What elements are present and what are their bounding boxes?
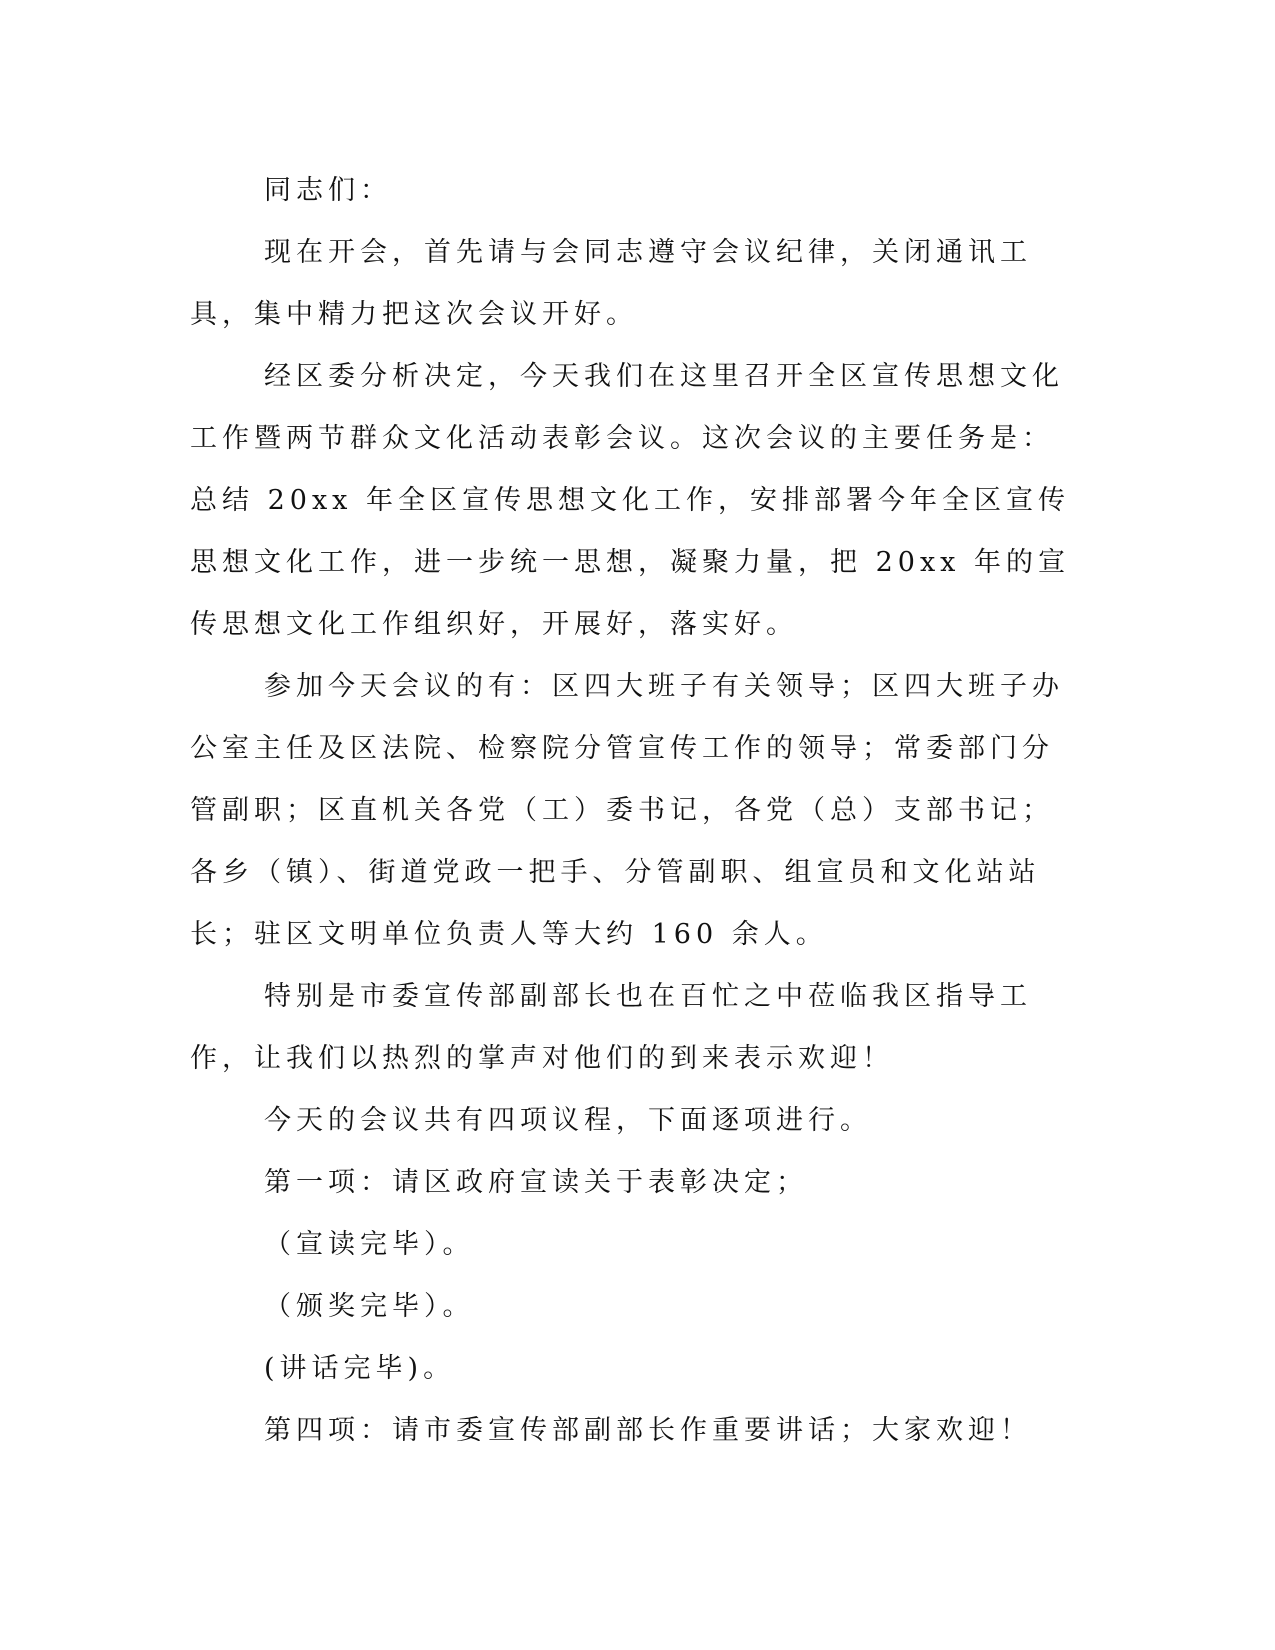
award-complete-note: （颁奖完毕）。 <box>264 1291 475 1322</box>
agenda-intro: 今天的会议共有四项议程，下面逐项进行。 <box>264 1105 872 1136</box>
opening-paragraph: 现在开会，首先请与会同志遵守会议纪律，关闭通讯工具，集中精力把这次会议开好。 <box>190 237 1032 330</box>
agenda-item-4: 第四项：请市委宣传部副部长作重要讲话；大家欢迎！ <box>264 1415 1032 1446</box>
document-body <box>190 160 1085 1462</box>
reading-complete-note: （宣读完毕）。 <box>264 1229 475 1260</box>
meeting-purpose-paragraph: 经区委分析决定，今天我们在这里召开全区宣传思想文化工作暨两节群众文化活动表彰会议。这次会议的主要任务是：总结 20xx 年全区宣传思想文化工作，安排部署今年全区宣传思想文化工作，进一步统一思想，凝聚力量，把 20xx 年的宣传思想文化工作组织好，开展好，落实好。 <box>190 361 1070 640</box>
speech-complete-note: (讲话完毕)。 <box>264 1353 456 1384</box>
welcome-paragraph: 特别是市委宣传部副部长也在百忙之中莅临我区指导工作，让我们以热烈的掌声对他们的到来表示欢迎！ <box>190 981 1032 1074</box>
attendees-paragraph: 参加今天会议的有：区四大班子有关领导；区四大班子办公室主任及区法院、检察院分管宣传工作的领导；常委部门分管副职；区直机关各党（工）委书记，各党（总）支部书记；各乡（镇）、街道党政一把手、分管副职、组宣员和文化站站长；驻区文明单位负责人等大约 160 余人。 <box>190 671 1064 950</box>
agenda-item-1: 第一项：请区政府宣读关于表彰决定； <box>264 1167 808 1198</box>
salutation: 同志们： <box>264 175 392 206</box>
